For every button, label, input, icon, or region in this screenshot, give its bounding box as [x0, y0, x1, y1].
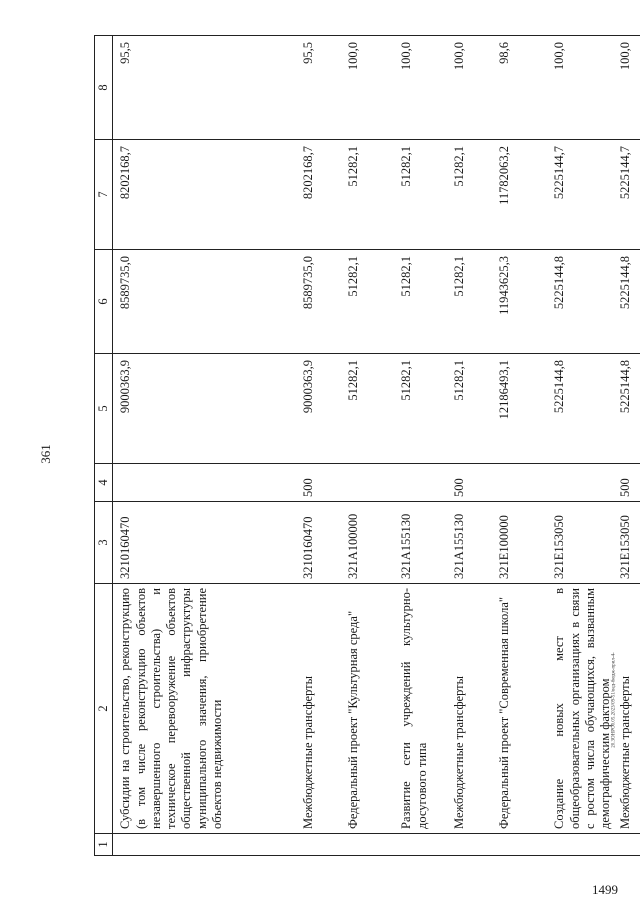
cell-name: Межбюджетные трансферты — [447, 584, 492, 834]
cell-type — [113, 464, 297, 502]
cell-plan: 51282,1 — [394, 354, 447, 464]
cell-num — [492, 834, 547, 856]
table-row — [341, 36, 394, 856]
cell-plan: 5225144,8 — [613, 354, 640, 464]
cell-type — [341, 464, 394, 502]
cell-refined: 11943625,3 — [492, 250, 547, 354]
cell-type: 500 — [613, 464, 640, 502]
page-number: 361 — [38, 444, 53, 464]
cell-refined: 5225144,8 — [547, 250, 613, 354]
cell-name: Межбюджетные трансферты — [613, 584, 640, 834]
table-row — [394, 36, 447, 856]
cell-name: Развитие сети учреждений культурно-досугового типа — [394, 584, 447, 834]
cell-code: 321A155130 — [394, 502, 447, 584]
cell-executed: 51282,1 — [447, 140, 492, 250]
cell-percent: 100,0 — [447, 36, 492, 140]
header-row — [95, 36, 113, 856]
cell-num — [613, 834, 640, 856]
cell-executed: 5225144,7 — [613, 140, 640, 250]
cell-type: 500 — [296, 464, 341, 502]
cell-num — [547, 834, 613, 856]
header-col-2: 2 — [95, 584, 113, 834]
cell-name: Федеральный проект "Современная школа" — [492, 584, 547, 834]
cell-type — [547, 464, 613, 502]
cell-code: 321E153050 — [613, 502, 640, 584]
cell-plan: 51282,1 — [341, 354, 394, 464]
cell-type — [394, 464, 447, 502]
cell-plan: 5225144,8 — [547, 354, 613, 464]
cell-percent: 100,0 — [394, 36, 447, 140]
header-col-3: 3 — [95, 502, 113, 584]
cell-percent: 100,0 — [547, 36, 613, 140]
table-row — [492, 36, 547, 856]
cell-executed: 8202168,7 — [296, 140, 341, 250]
table-row — [613, 36, 640, 856]
cell-type — [492, 464, 547, 502]
cell-percent: 98,6 — [492, 36, 547, 140]
cell-code: 321A100000 — [341, 502, 394, 584]
header-col-1: 1 — [95, 834, 113, 856]
cell-percent: 100,0 — [613, 36, 640, 140]
budget-table — [94, 35, 640, 856]
cell-plan: 9000363,9 — [296, 354, 341, 464]
footer-number: 1499 — [592, 882, 618, 897]
cell-refined: 51282,1 — [394, 250, 447, 354]
cell-refined: 8589735,0 — [113, 250, 297, 354]
cell-refined: 8589735,0 — [296, 250, 341, 354]
cell-plan: 12186493,1 — [492, 354, 547, 464]
cell-executed: 51282,1 — [394, 140, 447, 250]
cell-percent: 95,5 — [296, 36, 341, 140]
cell-executed: 8202168,7 — [113, 140, 297, 250]
cell-num — [341, 834, 394, 856]
cell-name: Федеральный проект "Культурная среда" — [341, 584, 394, 834]
table-row — [296, 36, 341, 856]
cell-num — [394, 834, 447, 856]
header-col-8: 8 — [95, 36, 113, 140]
table-row — [547, 36, 613, 856]
cell-type: 500 — [447, 464, 492, 502]
cell-num — [296, 834, 341, 856]
cell-executed: 5225144,7 — [547, 140, 613, 250]
cell-executed: 11782063,2 — [492, 140, 547, 250]
cell-code: 3210160470 — [296, 502, 341, 584]
header-col-4: 4 — [95, 464, 113, 502]
cell-name: Субсидии на строительство, реконструкцию (в том числе реконструкцию объектов незавершенного строительства) и техническое перевооружение объектов общественной инфраструктуры муниципального значения, приобретение объектов недвижимости — [113, 584, 297, 834]
cell-percent: 95,5 — [113, 36, 297, 140]
cell-num — [447, 834, 492, 856]
table-row — [113, 36, 297, 856]
cell-code: 321E100000 — [492, 502, 547, 584]
cell-num — [113, 834, 297, 856]
cell-name: Создание новых мест в общеобразовательных организациях в связи с ростом числа обучающихся, вызванным демографическим фактором — [547, 584, 613, 834]
cell-name: Межбюджетные трансферты — [296, 584, 341, 834]
cell-percent: 100,0 — [341, 36, 394, 140]
header-col-5: 5 — [95, 354, 113, 464]
cell-plan: 51282,1 — [447, 354, 492, 464]
cell-executed: 51282,1 — [341, 140, 394, 250]
header-col-7: 7 — [95, 140, 113, 250]
cell-refined: 51282,1 — [341, 250, 394, 354]
cell-code: 3210160470 — [113, 502, 297, 584]
header-col-6: 6 — [95, 250, 113, 354]
cell-refined: 5225144,8 — [613, 250, 640, 354]
cell-code: 321A155130 — [447, 502, 492, 584]
cell-plan: 9000363,9 — [113, 354, 297, 464]
table-row — [447, 36, 492, 856]
cell-refined: 51282,1 — [447, 250, 492, 354]
document-stamp: 20.3OHPO0.05.2023/09-51/вед-бюдж-прил-4- — [611, 652, 617, 748]
cell-code: 321E153050 — [547, 502, 613, 584]
